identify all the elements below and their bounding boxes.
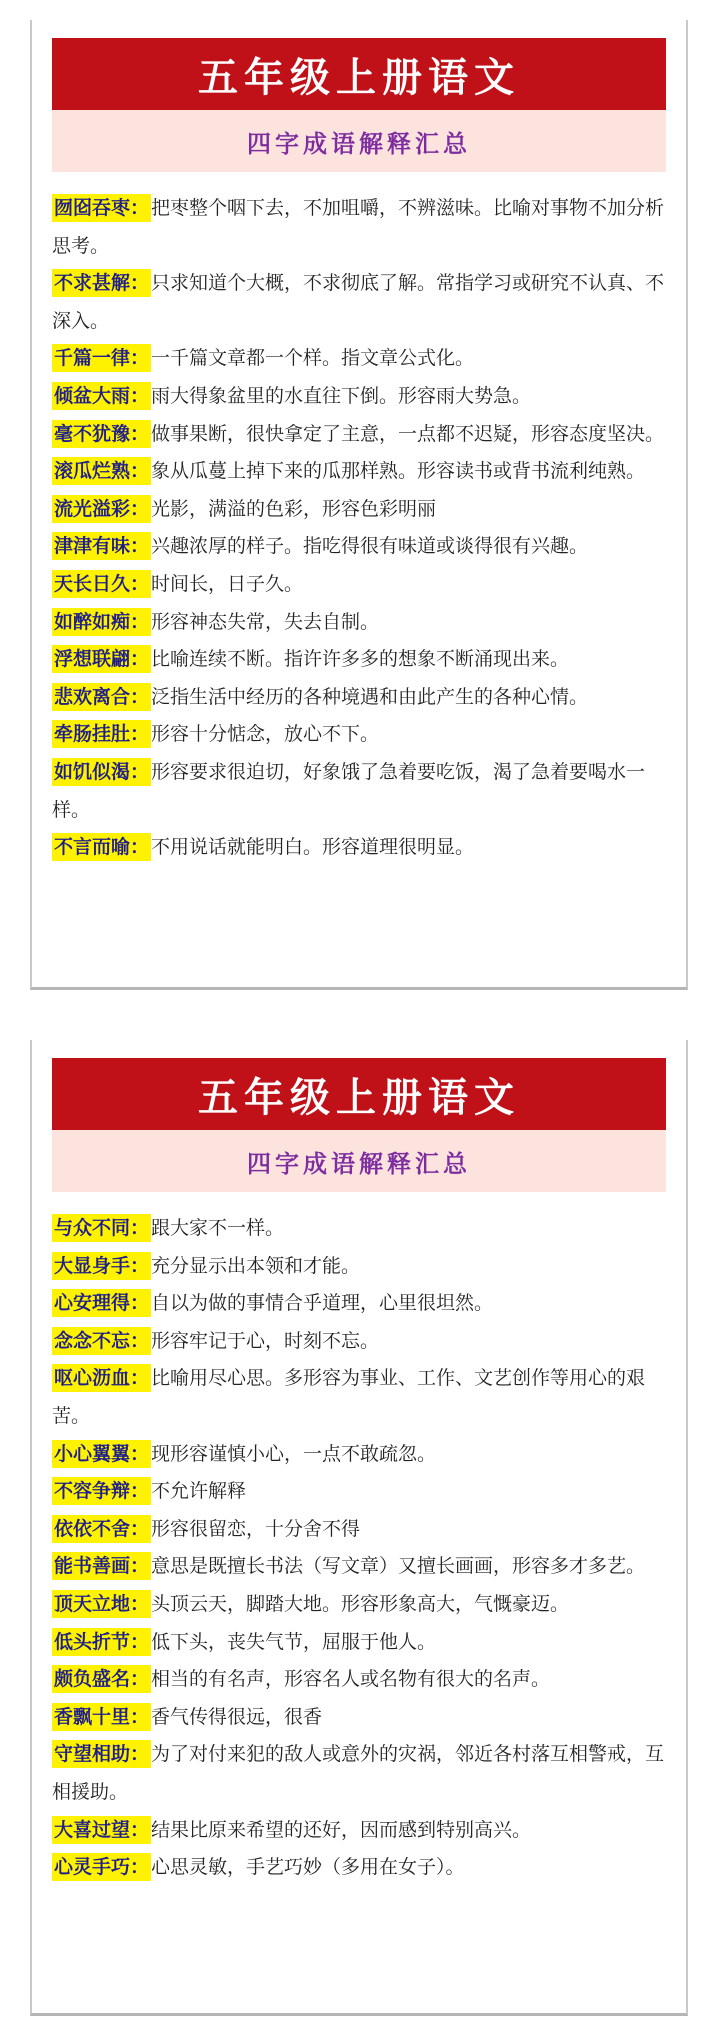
idiom-entry: [52, 679, 666, 717]
idiom-entry: [52, 604, 666, 642]
idiom-term: 与众不同：: [52, 1214, 151, 1242]
idiom-definition: 一千篇文章都一个样。指文章公式化。: [151, 347, 475, 370]
idiom-entry: [52, 1511, 666, 1549]
idiom-definition: 心思灵敏，手艺巧妙（多用在女子）。: [151, 1856, 465, 1879]
idiom-term: 流光溢彩：: [52, 495, 151, 523]
idiom-list: [52, 1210, 666, 1887]
idiom-entry: [52, 453, 666, 491]
idiom-definition: 形容很留恋，十分舍不得: [151, 1517, 361, 1540]
idiom-term: 天长日久：: [52, 570, 151, 598]
idiom-definition: 结果比原来希望的还好，因而感到特别高兴。: [151, 1818, 532, 1841]
idiom-entry: [52, 754, 666, 829]
idiom-definition: 不用说话就能明白。形容道理很明显。: [151, 836, 475, 859]
idiom-definition: 不允许解释: [151, 1480, 247, 1503]
idiom-term: 滚瓜烂熟：: [52, 457, 151, 485]
idiom-term: 呕心沥血：: [52, 1364, 151, 1392]
idiom-entry: [52, 829, 666, 867]
idiom-entry: [52, 1248, 666, 1286]
idiom-term: 不言而喻：: [52, 833, 151, 861]
idiom-term: 千篇一律：: [52, 344, 151, 372]
idiom-term: 香飘十里：: [52, 1703, 151, 1731]
idiom-entry: [52, 1323, 666, 1361]
idiom-definition: 形容十分惦念，放心不下。: [151, 723, 380, 746]
idiom-definition: 相当的有名声，形容名人或名物有很大的名声。: [151, 1668, 551, 1691]
idiom-definition: 兴趣浓厚的样子。指吃得很有味道或谈得很有兴趣。: [151, 535, 589, 558]
idiom-entry: [52, 416, 666, 454]
sheet-subtitle: 四字成语解释汇总: [52, 110, 666, 172]
idiom-definition: 香气传得很远，很香: [151, 1705, 323, 1728]
idiom-entry: [52, 1736, 666, 1811]
idiom-term: 不求甚解：: [52, 269, 151, 297]
idiom-term: 小心翼翼：: [52, 1440, 151, 1468]
idiom-definition: 泛指生活中经历的各种境遇和由此产生的各种心情。: [151, 685, 589, 708]
sheet-title: 五年级上册语文: [52, 38, 666, 110]
idiom-definition: 充分显示出本领和才能。: [151, 1254, 361, 1277]
idiom-sheet-2: [30, 1040, 688, 2016]
idiom-term: 毫不犹豫：: [52, 420, 151, 448]
idiom-entry: [52, 1812, 666, 1850]
sheet-title: 五年级上册语文: [52, 1058, 666, 1130]
idiom-term: 不容争辩：: [52, 1477, 151, 1505]
idiom-entry: [52, 1210, 666, 1248]
idiom-definition: 时间长，日子久。: [151, 572, 304, 595]
idiom-definition: 雨大得象盆里的水直往下倒。形容雨大势急。: [151, 384, 532, 407]
idiom-entry: [52, 641, 666, 679]
idiom-entry: [52, 378, 666, 416]
idiom-entry: [52, 716, 666, 754]
idiom-sheet-1: [30, 20, 688, 990]
idiom-entry: [52, 566, 666, 604]
idiom-entry: [52, 491, 666, 529]
idiom-entry: [52, 1586, 666, 1624]
idiom-definition: 意思是既擅长书法（写文章）又擅长画画，形容多才多艺。: [151, 1555, 646, 1578]
idiom-list: [52, 190, 666, 867]
idiom-term: 大显身手：: [52, 1252, 151, 1280]
idiom-definition: 为了对付来犯的敌人或意外的灾祸，邻近各村落互相警戒，互相援助。: [52, 1743, 665, 1803]
idiom-term: 依依不舍：: [52, 1515, 151, 1543]
idiom-definition: 跟大家不一样。: [151, 1217, 285, 1239]
idiom-term: 念念不忘：: [52, 1327, 151, 1355]
idiom-definition: 光影，满溢的色彩，形容色彩明丽: [151, 497, 437, 520]
idiom-term: 低头折节：: [52, 1628, 151, 1656]
idiom-entry: [52, 1699, 666, 1737]
idiom-definition: 比喻连续不断。指许许多多的想象不断涌现出来。: [151, 648, 570, 671]
idiom-definition: 只求知道个大概，不求彻底了解。常指学习或研究不认真、不深入。: [52, 272, 665, 332]
idiom-entry: [52, 1285, 666, 1323]
idiom-definition: 比喻用尽心思。多形容为事业、工作、文艺创作等用心的艰苦。: [52, 1367, 646, 1427]
idiom-entry: [52, 340, 666, 378]
idiom-term: 守望相助：: [52, 1740, 151, 1768]
idiom-entry: [52, 1548, 666, 1586]
idiom-term: 囫囵吞枣：: [52, 194, 151, 222]
idiom-term: 倾盆大雨：: [52, 382, 151, 410]
idiom-term: 如饥似渴：: [52, 758, 151, 786]
idiom-definition: 把枣整个咽下去，不加咀嚼，不辨滋味。比喻对事物不加分析思考。: [52, 197, 665, 257]
idiom-term: 牵肠挂肚：: [52, 720, 151, 748]
idiom-definition: 形容牢记于心，时刻不忘。: [151, 1329, 380, 1352]
idiom-definition: 自以为做的事情合乎道理，心里很坦然。: [151, 1292, 494, 1315]
idiom-definition: 象从瓜蔓上掉下来的瓜那样熟。形容读书或背书流利纯熟。: [151, 460, 646, 483]
idiom-term: 津津有味：: [52, 532, 151, 560]
idiom-term: 颇负盛名：: [52, 1665, 151, 1693]
idiom-entry: [52, 1360, 666, 1435]
idiom-term: 顶天立地：: [52, 1590, 151, 1618]
idiom-term: 心灵手巧：: [52, 1853, 151, 1881]
idiom-term: 浮想联翩：: [52, 645, 151, 673]
idiom-term: 能书善画：: [52, 1552, 151, 1580]
idiom-definition: 形容要求很迫切，好象饿了急着要吃饭，渴了急着要喝水一样。: [52, 760, 646, 821]
idiom-entry: [52, 265, 666, 340]
idiom-entry: [52, 1849, 666, 1887]
idiom-term: 心安理得：: [52, 1289, 151, 1317]
idiom-definition: 现形容谨慎小心，一点不敢疏忽。: [151, 1442, 437, 1465]
idiom-entry: [52, 190, 666, 265]
idiom-term: 大喜过望：: [52, 1816, 151, 1844]
sheet-subtitle: 四字成语解释汇总: [52, 1130, 666, 1192]
idiom-definition: 形容神态失常，失去自制。: [151, 610, 380, 633]
idiom-entry: [52, 1624, 666, 1662]
idiom-definition: 头顶云天，脚踏大地。形容形象高大，气慨豪迈。: [151, 1592, 570, 1615]
idiom-entry: [52, 528, 666, 566]
idiom-definition: 做事果断，很快拿定了主意，一点都不迟疑，形容态度坚决。: [151, 422, 665, 445]
idiom-entry: [52, 1661, 666, 1699]
idiom-term: 悲欢离合：: [52, 683, 151, 711]
idiom-definition: 低下头，丧失气节，屈服于他人。: [151, 1630, 437, 1653]
idiom-entry: [52, 1473, 666, 1511]
idiom-entry: [52, 1436, 666, 1474]
idiom-term: 如醉如痴：: [52, 608, 151, 636]
